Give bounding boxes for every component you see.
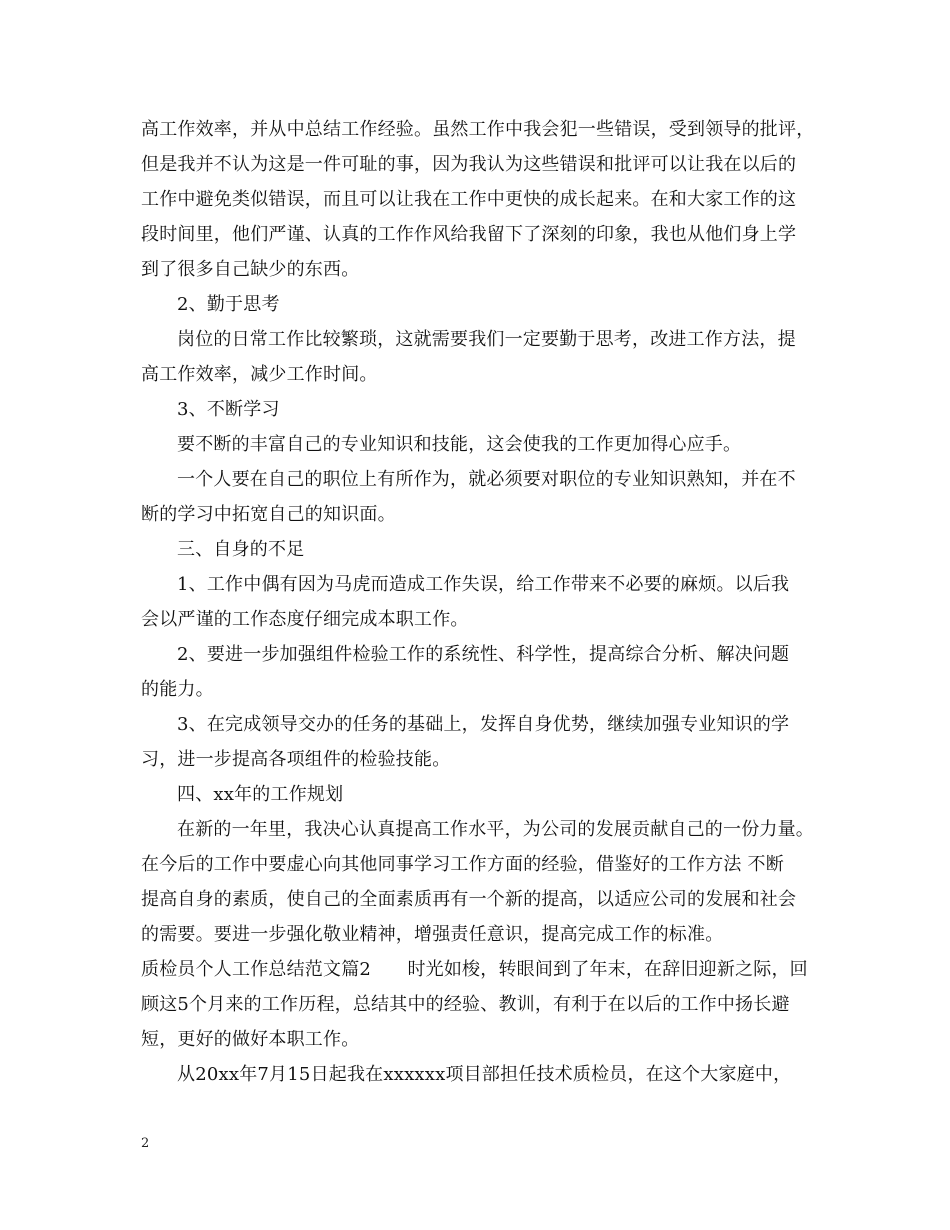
body-text-line: 2、要进一步加强组件检验工作的系统性、科学性，提高综合分析、解决问题: [177, 644, 790, 665]
body-text-line: 提高自身的素质，使自己的全面素质再有一个新的提高，以适应公司的发展和社会: [141, 889, 797, 910]
body-text-line: 习，进一步提高各项组件的检验技能。: [141, 749, 451, 770]
body-text-line: 的能力。: [141, 679, 214, 700]
section-heading: 三、自身的不足: [177, 539, 305, 560]
body-text-line: 要不断的丰富自己的专业知识和技能，这会使我的工作更加得心应手。: [177, 434, 742, 455]
section-heading: 四、xx年的工作规划: [177, 784, 344, 805]
body-text-line: 短，更好的做好本职工作。: [141, 1029, 360, 1050]
body-text-line: 的需要。要进一步强化敬业精神，增强责任意识，提高完成工作的标准。: [141, 924, 724, 945]
body-text-line: 断的学习中拓宽自己的知识面。: [141, 504, 396, 525]
page-number: 2: [141, 1136, 150, 1151]
body-text-line: 高工作效率，减少工作时间。: [141, 364, 378, 385]
body-text-line: 3、在完成领导交办的任务的基础上，发挥自身优势，继续加强专业知识的学: [177, 714, 790, 735]
body-text-line: 在新的一年里，我决心认真提高工作水平，为公司的发展贡献自己的一份力量。: [177, 819, 814, 840]
body-text-line: 一个人要在自己的职位上有所作为，就必须要对职位的专业知识熟知，并在不: [177, 469, 796, 490]
body-text-line: 段时间里，他们严谨、认真的工作作风给我留下了深刻的印象，我也从他们身上学: [141, 224, 797, 245]
body-text-line: 工作中避免类似错误，而且可以让我在工作中更快的成长起来。在和大家工作的这: [141, 189, 797, 210]
section-heading: 3、不断学习: [177, 399, 280, 420]
body-text-line: 岗位的日常工作比较繁琐，这就需要我们一定要勤于思考，改进工作方法，提: [177, 329, 796, 350]
body-text-line: 会以严谨的工作态度仔细完成本职工作。: [141, 609, 469, 630]
body-text-line: 在今后的工作中要虚心向其他同事学习工作方面的经验，借鉴好的工作方法 不断: [141, 854, 784, 875]
body-text-line: 质检员个人工作总结范文篇2 时光如梭，转眼间到了年末，在辞旧迎新之际，回: [141, 959, 808, 980]
body-text-line: 到了很多自己缺少的东西。: [141, 259, 360, 280]
body-text-line: 从20xx年7月15日起我在xxxxxx项目部担任技术质检员，在这个大家庭中，: [177, 1064, 792, 1085]
body-text-line: 1、工作中偶有因为马虎而造成工作失误，给工作带来不必要的麻烦。以后我: [177, 574, 790, 595]
section-heading: 2、勤于思考: [177, 294, 280, 315]
body-text-line: 顾这5个月来的工作历程，总结其中的经验、教训，有利于在以后的工作中扬长避: [141, 994, 790, 1015]
body-text-line: 高工作效率，并从中总结工作经验。虽然工作中我会犯一些错误，受到领导的批评，: [141, 119, 815, 140]
body-text-line: 但是我并不认为这是一件可耻的事，因为我认为这些错误和批评可以让我在以后的: [141, 154, 797, 175]
